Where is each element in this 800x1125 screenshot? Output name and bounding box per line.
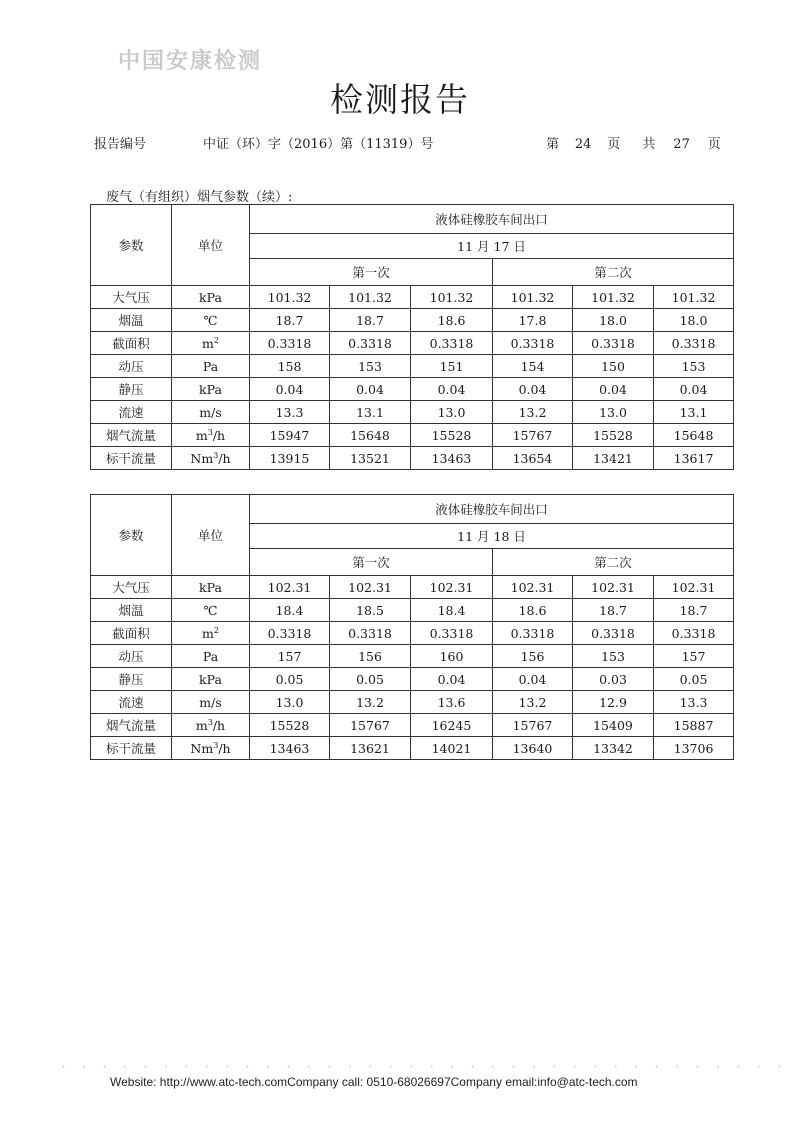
value-cell: 13421 [573,447,654,470]
value-cell: 18.4 [250,599,330,622]
value-cell: 13.2 [493,691,573,714]
unit-cell [172,645,250,668]
value-cell: 151 [411,355,493,378]
value-cell: 13.3 [250,401,330,424]
param-cell: 截面积 [91,622,172,645]
value-cell: 0.3318 [250,622,330,645]
param-cell: 大气压 [91,576,172,599]
unit-base: m [202,335,214,351]
value-cell: 13.1 [654,401,734,424]
value-cell: 15767 [493,424,573,447]
table-row [91,645,734,668]
value-cell: 13463 [250,737,330,760]
value-cell: 15767 [493,714,573,737]
value-cell: 18.0 [654,309,734,332]
value-cell: 13.2 [330,691,411,714]
unit-base: Pa [202,648,219,664]
unit-base: kPa [199,579,222,595]
value-cell: 13915 [250,447,330,470]
param-header: 参数 [91,205,172,286]
value-cell: 18.0 [573,309,654,332]
table-row [91,401,734,424]
value-cell: 0.3318 [573,622,654,645]
unit-cell [172,714,250,737]
flue-gas-table-2 [90,494,734,760]
unit-tail: /h [212,717,226,733]
unit-cell [172,447,250,470]
value-cell: 16245 [411,714,493,737]
unit-cell [172,355,250,378]
run-1-header: 第一次 [250,549,493,576]
table-row [91,332,734,355]
value-cell: 13617 [654,447,734,470]
report-no-label: 报告编号 [94,137,147,152]
unit-cell [172,309,250,332]
table-row [91,576,734,599]
table-row [91,691,734,714]
value-cell: 18.7 [573,599,654,622]
value-cell: 15947 [250,424,330,447]
value-cell: 0.3318 [411,622,493,645]
value-cell: 13463 [411,447,493,470]
run-2-header: 第二次 [493,549,734,576]
location-header: 液体硅橡胶车间出口 [250,495,734,524]
param-cell: 动压 [91,355,172,378]
flue-gas-table-1 [90,204,734,470]
page-mid: 页 共 [607,137,656,152]
table-row [91,378,734,401]
value-cell: 13521 [330,447,411,470]
value-cell: 0.05 [330,668,411,691]
param-cell: 大气压 [91,286,172,309]
unit-cell [172,332,250,355]
value-cell: 0.3318 [654,332,734,355]
unit-base: kPa [199,381,222,397]
section-title: 废气（有组织）烟气参数（续）: [106,190,293,205]
company-logo: 中国安康检测 [118,49,263,74]
unit-base: ℃ [203,602,218,618]
unit-tail: /h [218,740,231,756]
unit-cell [172,378,250,401]
unit-header: 单位 [172,495,250,576]
value-cell: 13621 [330,737,411,760]
value-cell: 0.3318 [411,332,493,355]
param-cell: 流速 [91,401,172,424]
value-cell: 0.04 [493,668,573,691]
value-cell: 13706 [654,737,734,760]
value-cell: 15528 [250,714,330,737]
page-total: 27 [673,137,690,152]
page-title: 检测报告 [330,80,470,119]
value-cell: 0.3318 [250,332,330,355]
table-row [91,714,734,737]
value-cell: 0.3318 [654,622,734,645]
table-row [91,599,734,622]
param-cell: 烟气流量 [91,714,172,737]
param-cell: 截面积 [91,332,172,355]
table-row [91,447,734,470]
unit-cell [172,668,250,691]
unit-base: m [202,625,214,641]
value-cell: 13.0 [411,401,493,424]
value-cell: 0.3318 [573,332,654,355]
page-prefix: 第 [546,137,560,152]
value-cell: 101.32 [493,286,573,309]
value-cell: 13654 [493,447,573,470]
table-row [91,424,734,447]
value-cell: 102.31 [411,576,493,599]
table-row [91,668,734,691]
unit-cell [172,424,250,447]
unit-cell [172,737,250,760]
unit-exponent: 3 [207,717,213,727]
value-cell: 157 [654,645,734,668]
value-cell: 15648 [654,424,734,447]
table-row [91,309,734,332]
unit-base: ℃ [203,312,218,328]
value-cell: 153 [330,355,411,378]
value-cell: 15528 [573,424,654,447]
value-cell: 15767 [330,714,411,737]
param-cell: 静压 [91,668,172,691]
value-cell: 0.04 [411,378,493,401]
param-cell: 烟气流量 [91,424,172,447]
unit-cell [172,691,250,714]
param-cell: 烟温 [91,599,172,622]
value-cell: 101.32 [250,286,330,309]
value-cell: 102.31 [330,576,411,599]
unit-cell [172,576,250,599]
value-cell: 0.04 [330,378,411,401]
value-cell: 0.3318 [493,332,573,355]
value-cell: 0.3318 [330,332,411,355]
unit-base: kPa [199,289,222,305]
param-cell: 烟温 [91,309,172,332]
value-cell: 13.2 [493,401,573,424]
page-current: 24 [574,137,592,152]
value-cell: 0.05 [654,668,734,691]
value-cell: 156 [493,645,573,668]
unit-cell [172,401,250,424]
table-row [91,355,734,378]
param-cell: 流速 [91,691,172,714]
location-header: 液体硅橡胶车间出口 [250,205,734,234]
value-cell: 101.32 [330,286,411,309]
value-cell: 0.04 [411,668,493,691]
page-suffix: 页 [707,137,721,152]
value-cell: 13.6 [411,691,493,714]
value-cell: 15887 [654,714,734,737]
value-cell: 101.32 [654,286,734,309]
value-cell: 0.05 [250,668,330,691]
value-cell: 12.9 [573,691,654,714]
value-cell: 102.31 [654,576,734,599]
value-cell: 0.3318 [330,622,411,645]
value-cell: 153 [573,645,654,668]
date-header: 11 月 18 日 [250,524,734,549]
unit-cell [172,286,250,309]
value-cell: 13342 [573,737,654,760]
unit-base: kPa [199,671,222,687]
value-cell: 18.6 [493,599,573,622]
table-row [91,622,734,645]
value-cell: 0.3318 [493,622,573,645]
report-no-value: 中证（环）字（2016）第（11319）号 [203,137,434,152]
table-row [91,737,734,760]
unit-base: m [195,717,208,733]
value-cell: 101.32 [411,286,493,309]
value-cell: 102.31 [493,576,573,599]
unit-exponent: 3 [213,450,219,460]
value-cell: 102.31 [250,576,330,599]
value-cell: 18.5 [330,599,411,622]
value-cell: 158 [250,355,330,378]
value-cell: 160 [411,645,493,668]
value-cell: 0.04 [654,378,734,401]
value-cell: 102.31 [573,576,654,599]
value-cell: 13640 [493,737,573,760]
value-cell: 101.32 [573,286,654,309]
value-cell: 0.04 [573,378,654,401]
table-row [91,286,734,309]
unit-base: m/s [199,404,222,420]
footer-contact: Website: http://www.atc-tech.comCompany call: 0510-68026697Company email:info@atc-tech.com [110,1075,638,1089]
page-indicator [546,133,721,152]
value-cell: 17.8 [493,309,573,332]
unit-cell [172,622,250,645]
value-cell: 15528 [411,424,493,447]
value-cell: 18.7 [330,309,411,332]
value-cell: 13.1 [330,401,411,424]
unit-tail: /h [212,427,226,443]
footer-faded-company-name: · · · · · · · · · · · · · · · · · · · · · · · · · · · · · · · · · · · · [60,1060,786,1074]
unit-base: Nm [190,450,214,466]
value-cell: 153 [654,355,734,378]
date-header: 11 月 17 日 [250,234,734,259]
param-cell: 标干流量 [91,737,172,760]
run-1-header: 第一次 [250,259,493,286]
value-cell: 0.04 [493,378,573,401]
unit-base: Pa [202,358,219,374]
value-cell: 13.0 [250,691,330,714]
value-cell: 18.6 [411,309,493,332]
unit-base: m [195,427,208,443]
unit-base: m/s [199,694,222,710]
unit-exponent: 3 [213,740,219,750]
value-cell: 15648 [330,424,411,447]
value-cell: 13.0 [573,401,654,424]
value-cell: 15409 [573,714,654,737]
unit-exponent: 2 [213,335,219,345]
param-cell: 动压 [91,645,172,668]
value-cell: 18.7 [654,599,734,622]
value-cell: 156 [330,645,411,668]
value-cell: 13.3 [654,691,734,714]
value-cell: 157 [250,645,330,668]
value-cell: 18.7 [250,309,330,332]
param-cell: 静压 [91,378,172,401]
param-header: 参数 [91,495,172,576]
run-2-header: 第二次 [493,259,734,286]
param-cell: 标干流量 [91,447,172,470]
value-cell: 150 [573,355,654,378]
unit-tail: /h [218,450,231,466]
unit-exponent: 3 [207,427,213,437]
value-cell: 154 [493,355,573,378]
unit-exponent: 2 [213,625,219,635]
value-cell: 14021 [411,737,493,760]
value-cell: 18.4 [411,599,493,622]
unit-header: 单位 [172,205,250,286]
value-cell: 0.04 [250,378,330,401]
value-cell: 0.03 [573,668,654,691]
unit-cell [172,599,250,622]
unit-base: Nm [190,740,214,756]
